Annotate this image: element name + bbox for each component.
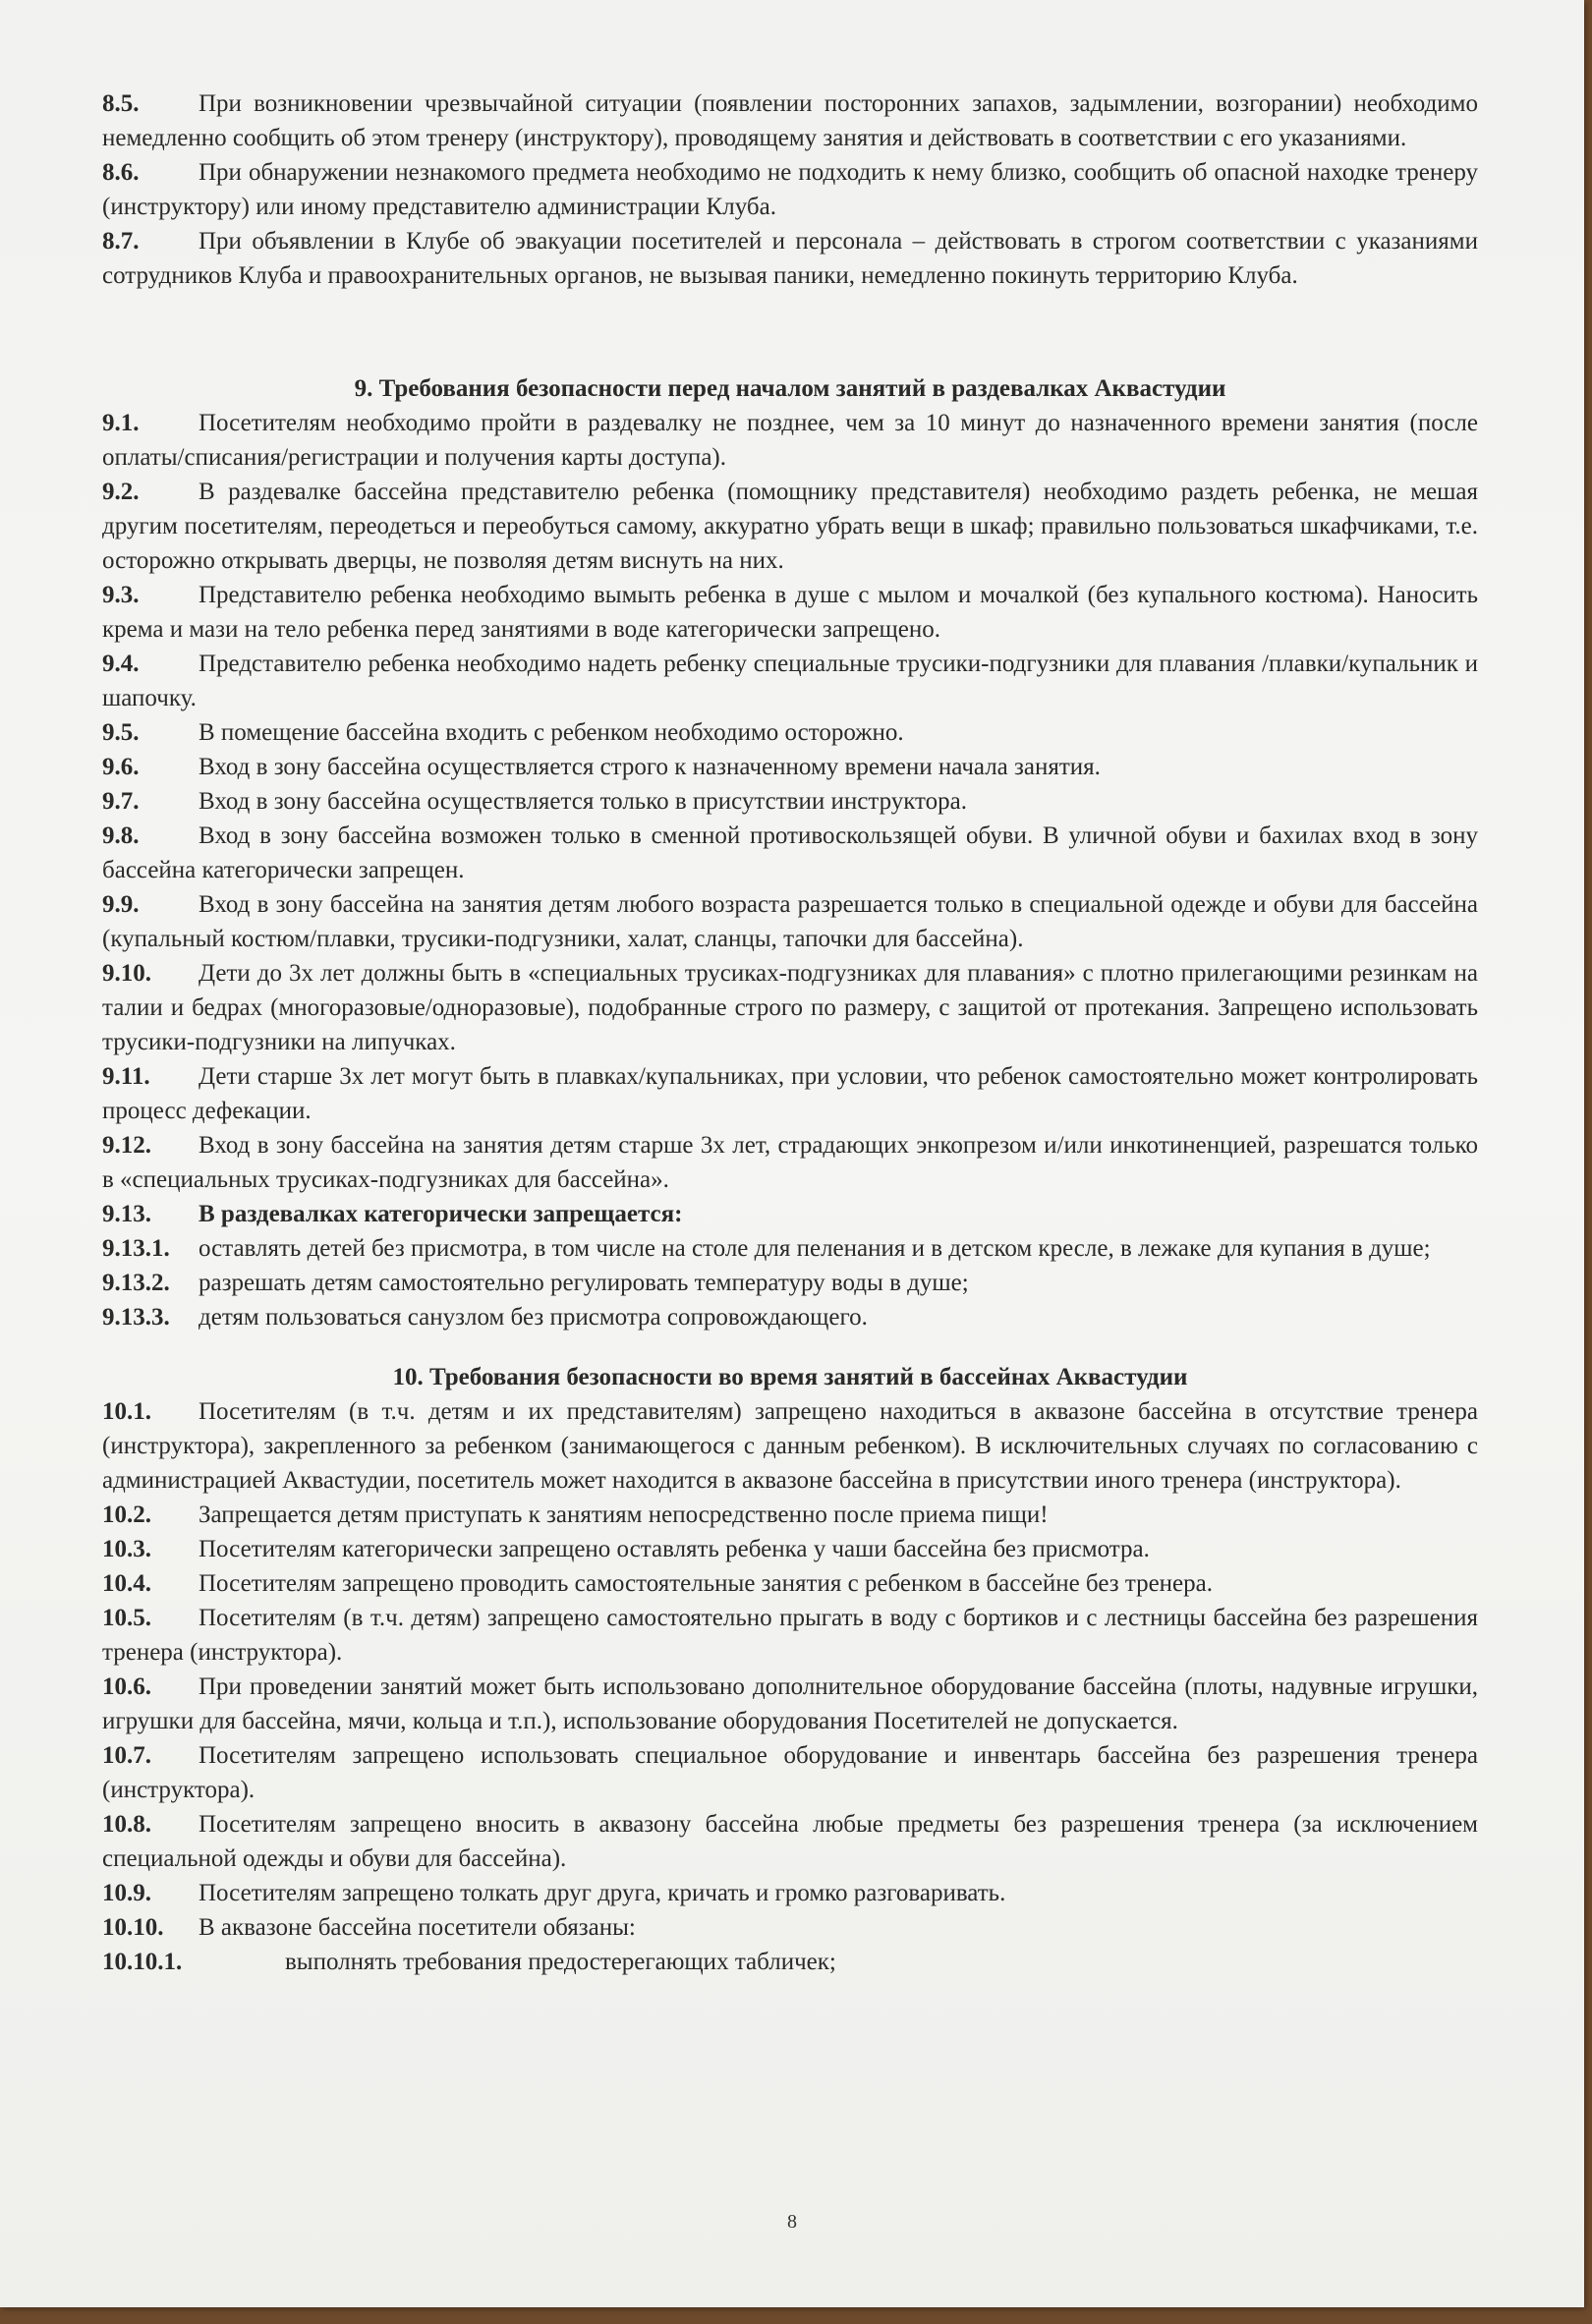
clause-9-10 bbox=[102, 956, 1478, 1059]
clause-number: 9.4. bbox=[102, 651, 140, 677]
clause-9-1 bbox=[102, 406, 1478, 475]
clause-text: Запрещается детям приступать к занятиям непосредственно после приема пищи! bbox=[199, 1502, 1049, 1528]
clause-text: выполнять требования предостерегающих табличек; bbox=[285, 1949, 836, 1975]
clause-number: 9.5. bbox=[102, 719, 140, 746]
clause-9-9 bbox=[102, 887, 1478, 956]
clause-10-8 bbox=[102, 1807, 1478, 1876]
clause-text: В помещение бассейна входить с ребенком необходимо осторожно. bbox=[199, 719, 904, 746]
clause-number: 10.7. bbox=[102, 1742, 151, 1769]
clause-9-4 bbox=[102, 647, 1478, 715]
clause-9-12 bbox=[102, 1128, 1478, 1197]
clause-number: 9.11. bbox=[102, 1063, 150, 1090]
clause-9-13 bbox=[102, 1197, 1478, 1231]
clause-number: 9.9. bbox=[102, 891, 140, 918]
clause-9-6 bbox=[102, 750, 1478, 784]
clause-text: Посетителям запрещено толкать друг друга, кричать и громко разговаривать. bbox=[199, 1880, 1006, 1906]
clause-text: При обнаружении незнакомого предмета необходимо не подходить к нему близко, сообщить об опасной находке тренеру (инструктору) или иному представителю администрации Клуба. bbox=[102, 159, 1478, 220]
clause-10-5 bbox=[102, 1601, 1478, 1670]
clause-8-5 bbox=[102, 86, 1478, 155]
clause-text: детям пользоваться санузлом без присмотра сопровождающего. bbox=[199, 1304, 868, 1331]
clause-number: 9.13.1. bbox=[102, 1235, 170, 1262]
clause-number: 9.12. bbox=[102, 1132, 151, 1159]
clause-9-2 bbox=[102, 475, 1478, 578]
clause-text: Представителю ребенка необходимо надеть ребенку специальные трусики-подгузники для плавания /плавки/купальник и шапочку. bbox=[102, 651, 1478, 711]
clause-number: 9.2. bbox=[102, 479, 140, 505]
document-body bbox=[102, 86, 1478, 1979]
clause-number: 9.7. bbox=[102, 788, 140, 815]
clause-10-6 bbox=[102, 1670, 1478, 1738]
clause-10-10-1 bbox=[102, 1945, 1478, 1979]
clause-text: В раздевалках категорически запрещается: bbox=[199, 1201, 683, 1227]
clause-number: 10.6. bbox=[102, 1673, 151, 1700]
clause-number: 9.10. bbox=[102, 960, 151, 987]
clause-text: Вход в зону бассейна возможен только в сменной противоскользящей обуви. В уличной обуви и бахилах вход в зону бассейна категорически запрещен. bbox=[102, 822, 1478, 883]
clause-text: Посетителям (в т.ч. детям) запрещено самостоятельно прыгать в воду с бортиков и с лестницы бассейна без разрешения тренера (инструктора). bbox=[102, 1605, 1478, 1666]
clause-text: Дети старше 3х лет могут быть в плавках/купальниках, при условии, что ребенок самостоятельно может контролировать процесс дефекации. bbox=[102, 1063, 1478, 1124]
clause-number: 8.5. bbox=[102, 90, 140, 117]
clause-text: Посетителям запрещено вносить в аквазону бассейна любые предметы без разрешения тренера (за исключением специальной одежды и обуви для бассейна). bbox=[102, 1811, 1478, 1872]
clause-8-6 bbox=[102, 155, 1478, 224]
clause-number: 9.1. bbox=[102, 410, 140, 436]
clause-text: Посетителям необходимо пройти в раздевалку не позднее, чем за 10 минут до назначенного времени занятия (после оплаты/списания/регистрации и получения карты доступа). bbox=[102, 410, 1478, 471]
clause-9-7 bbox=[102, 784, 1478, 819]
clause-number: 9.6. bbox=[102, 754, 140, 780]
clause-number: 9.13.2. bbox=[102, 1270, 170, 1296]
clause-text: В раздевалке бассейна представителю ребенка (помощнику представителя) необходимо раздеть ребенка, не мешая другим посетителям, переодеться и переобуться самому, аккуратно убрать вещи в шкаф; правильно пользоваться шкафчиками, т.е. осторожно открывать дверцы, не позволяя детям виснуть на них. bbox=[102, 479, 1478, 574]
clause-9-11 bbox=[102, 1059, 1478, 1128]
clause-number: 10.5. bbox=[102, 1605, 151, 1631]
clause-10-4 bbox=[102, 1566, 1478, 1601]
clause-number: 10.8. bbox=[102, 1811, 151, 1838]
clause-text: Вход в зону бассейна осуществляется строго к назначенному времени начала занятия. bbox=[199, 754, 1101, 780]
clause-10-2 bbox=[102, 1498, 1478, 1532]
clause-text: Посетителям (в т.ч. детям и их представителям) запрещено находиться в аквазоне бассейна в отсутствие тренера (инструктора), закрепленного за ребенком (занимающегося с данным ребенком). В исключительных случаях по согласованию с администрацией Аквастудии, посетитель может находится в аквазоне бассейна в присутствии иного тренера (инструктора). bbox=[102, 1398, 1478, 1494]
clause-text: Посетителям категорически запрещено оставлять ребенка у чаши бассейна без присмотра. bbox=[199, 1536, 1150, 1562]
clause-number: 10.10.1. bbox=[102, 1949, 183, 1975]
clause-10-1 bbox=[102, 1394, 1478, 1498]
clause-number: 10.4. bbox=[102, 1570, 151, 1597]
clause-text: разрешать детям самостоятельно регулировать температуру воды в душе; bbox=[199, 1270, 969, 1296]
clause-number: 9.3. bbox=[102, 582, 140, 608]
clause-text: При объявлении в Клубе об эвакуации посетителей и персонала – действовать в строгом соответствии с указаниями сотрудников Клуба и правоохранительных органов, не вызывая паники, немедленно покинуть территорию Клуба. bbox=[102, 228, 1478, 289]
clause-9-8 bbox=[102, 819, 1478, 887]
clause-text: Вход в зону бассейна осуществляется только в присутствии инструктора. bbox=[199, 788, 967, 815]
clause-number: 10.3. bbox=[102, 1536, 151, 1562]
clause-text: В аквазоне бассейна посетители обязаны: bbox=[199, 1914, 636, 1941]
clause-text: При возникновении чрезвычайной ситуации (появлении посторонних запахов, задымлении, возгорании) необходимо немедленно сообщить об этом тренеру (инструктору), проводящему занятия и действовать в соответствии с его указаниями. bbox=[102, 90, 1478, 151]
clause-text: Вход в зону бассейна на занятия детям старше 3х лет, страдающих энкопрезом и/или инкотиненцией, разрешатся только в «специальных трусиках-подгузниках для бассейна». bbox=[102, 1132, 1478, 1193]
page-number: 8 bbox=[787, 2211, 797, 2233]
clause-number: 9.13. bbox=[102, 1201, 151, 1227]
clause-text: Дети до 3х лет должны быть в «специальных трусиках-подгузниках для плавания» с плотно прилегающими резинкам на талии и бедрах (многоразовые/одноразовые), подобранные строго по размеру, с защитой от протекания. Запрещено использовать трусики-подгузники на липучках. bbox=[102, 960, 1478, 1055]
clause-number: 8.7. bbox=[102, 228, 140, 255]
clause-text: Посетителям запрещено проводить самостоятельные занятия с ребенком в бассейне без тренера. bbox=[199, 1570, 1213, 1597]
clause-10-9 bbox=[102, 1876, 1478, 1910]
clause-number: 10.9. bbox=[102, 1880, 151, 1906]
clause-10-7 bbox=[102, 1738, 1478, 1807]
clause-text: Представителю ребенка необходимо вымыть ребенка в душе с мылом и мочалкой (без купального костюма). Наносить крема и мази на тело ребенка перед занятиями в воде категорически запрещено. bbox=[102, 582, 1478, 643]
clause-number: 10.2. bbox=[102, 1502, 151, 1528]
section-10-heading: 10. Требования безопасности во время занятий в бассейнах Аквастудии bbox=[392, 1364, 1188, 1390]
clause-9-5 bbox=[102, 715, 1478, 750]
clause-number: 8.6. bbox=[102, 159, 140, 186]
clause-10-3 bbox=[102, 1532, 1478, 1566]
clause-text: оставлять детей без присмотра, в том числе на столе для пеленания и в детском кресле, в лежаке для купания в душе; bbox=[199, 1235, 1431, 1262]
clause-number: 9.8. bbox=[102, 822, 140, 849]
clause-number: 9.13.3. bbox=[102, 1304, 170, 1331]
clause-number: 10.1. bbox=[102, 1398, 151, 1425]
clause-9-13-1 bbox=[102, 1231, 1478, 1266]
clause-text: При проведении занятий может быть использовано дополнительное оборудование бассейна (плоты, надувные игрушки, игрушки для бассейна, мячи, кольца и т.п.), использование оборудования Посетителей не допускается. bbox=[102, 1673, 1478, 1734]
clause-9-13-2 bbox=[102, 1266, 1478, 1300]
clause-10-10 bbox=[102, 1910, 1478, 1945]
clause-text: Вход в зону бассейна на занятия детям любого возраста разрешается только в специальной одежде и обуви для бассейна (купальный костюм/плавки, трусики-подгузники, халат, сланцы, тапочки для бассейна). bbox=[102, 891, 1478, 952]
clause-9-3 bbox=[102, 578, 1478, 647]
section-9-heading: 9. Требования безопасности перед началом занятий в раздевалках Аквастудии bbox=[354, 375, 1226, 402]
clause-number: 10.10. bbox=[102, 1914, 164, 1941]
clause-text: Посетителям запрещено использовать специальное оборудование и инвентарь бассейна без разрешения тренера (инструктора). bbox=[102, 1742, 1478, 1803]
clause-9-13-3 bbox=[102, 1300, 1478, 1334]
clause-8-7 bbox=[102, 224, 1478, 293]
